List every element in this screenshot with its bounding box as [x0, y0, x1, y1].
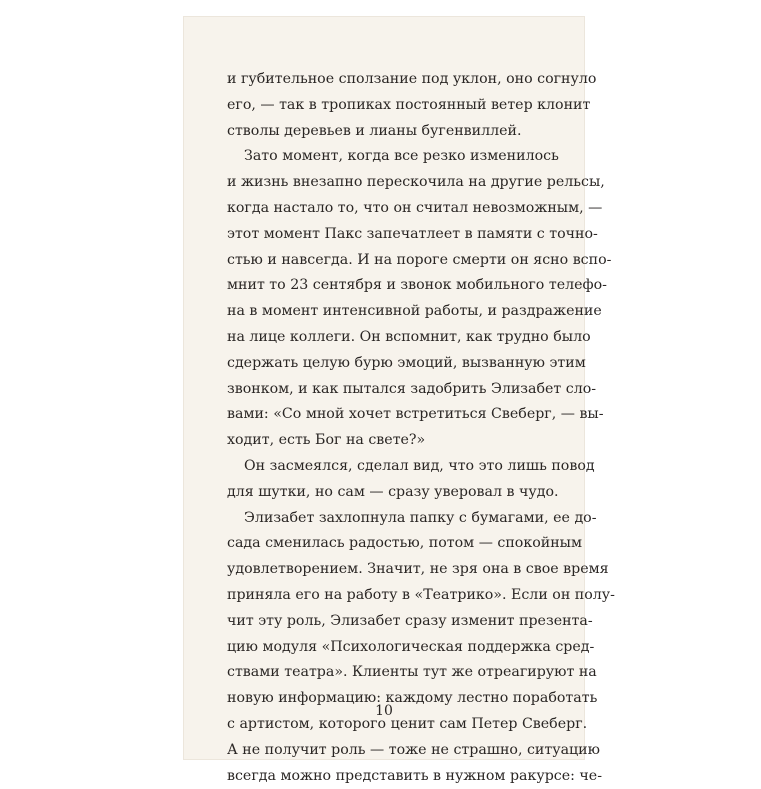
- text-line: на в момент интенсивной работы, и раздражение: [227, 303, 602, 320]
- text-line: ходит, есть Бог на свете?»: [227, 432, 426, 449]
- text-line: его, — так в тропиках постоянный ветер клонит: [227, 96, 591, 113]
- text-line: когда настало то, что он считал невозможным, —: [227, 199, 603, 216]
- text-line: стью и навсегда. И на пороге смерти он ясно вспо-: [227, 251, 612, 268]
- text-line: приняла его на работу в «Театрико». Если он полу-: [227, 586, 615, 603]
- text-line: вами: «Со мной хочет встретиться Свеберг, — вы-: [227, 406, 604, 423]
- text-line: сдержать целую бурю эмоций, вызванную этим: [227, 354, 586, 371]
- text-line: Элизабет захлопнула папку с бумагами, ее до-: [244, 509, 597, 526]
- text-line: мнит то 23 сентября и звонок мобильного телефо-: [227, 277, 607, 294]
- text-line: чит эту роль, Элизабет сразу изменит презента-: [227, 612, 593, 629]
- text-line: звонком, и как пытался задобрить Элизабет сло-: [227, 380, 597, 397]
- text-line: новую информацию: каждому лестно поработать: [227, 690, 598, 707]
- page-number: 10: [375, 703, 393, 719]
- text-line: А не получит роль — тоже не страшно, ситуацию: [227, 741, 600, 758]
- text-line: и губительное сползание под уклон, оно согнуло: [227, 71, 597, 87]
- text-line: стволы деревьев и лианы бугенвиллей.: [227, 122, 522, 139]
- text-line: Он засмеялся, сделал вид, что это лишь повод: [244, 457, 595, 474]
- text-line: с артистом, которого ценит сам Петер Свеберг.: [227, 715, 588, 732]
- paragraph-1: [227, 67, 597, 144]
- text-line: Зато момент, когда все резко изменилось: [244, 148, 559, 165]
- text-line: ствами театра». Клиенты тут же отреагируют на: [227, 664, 597, 681]
- text-line: на лице коллеги. Он вспомнит, как трудно было: [227, 328, 591, 345]
- text-line: этот момент Пакс запечатлеет в памяти с точно-: [227, 225, 598, 242]
- paragraph-4: [227, 506, 615, 789]
- paragraph-3: [227, 454, 595, 506]
- paragraph-2: [227, 144, 612, 454]
- book-page: [184, 17, 615, 784]
- text-line: цию модуля «Психологическая поддержка сред-: [227, 638, 595, 655]
- text-line: всегда можно представить в нужном ракурсе: че-: [227, 767, 602, 784]
- text-line: сада сменилась радостью, потом — спокойным: [227, 535, 582, 552]
- text-body: [227, 67, 615, 789]
- text-line: удовлетворением. Значит, не зря она в свое время: [227, 561, 609, 578]
- text-line: и жизнь внезапно перескочила на другие рельсы,: [227, 174, 605, 191]
- text-line: для шутки, но сам — сразу уверовал в чудо.: [227, 483, 559, 500]
